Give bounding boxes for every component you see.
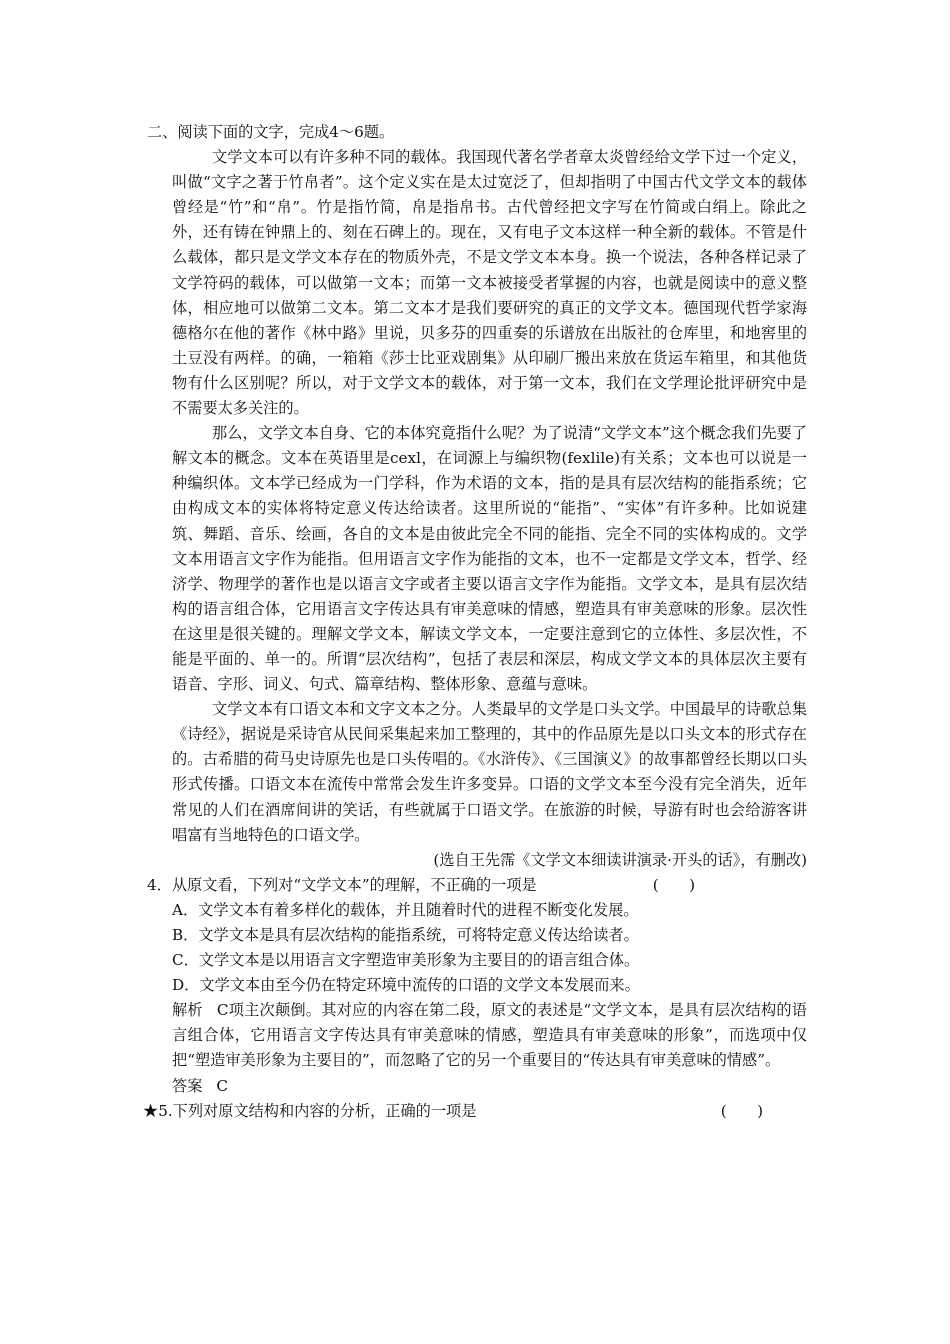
question-4-stem: 4．从原文看，下列对“文学文本”的理解，不正确的一项是 bbox=[147, 875, 537, 894]
passage-source: (选自王先霈《文学文本细读讲演录·开头的话》，有删改) bbox=[433, 850, 807, 869]
question-4-option-d: D．文学文本由至今仍在特定环境中流传的口语的文学文本发展而来。 bbox=[172, 976, 640, 995]
question-5-answer-blank: ( ) bbox=[720, 1101, 763, 1120]
question-4-analysis bbox=[147, 998, 807, 1073]
reading-passage bbox=[147, 145, 807, 873]
question-4-option-a: A．文学文本有着多样化的载体，并且随着时代的进程不断变化发展。 bbox=[172, 900, 639, 919]
section-heading: 二、阅读下面的文字，完成4～6题。 bbox=[147, 123, 395, 141]
question-4-answer bbox=[147, 1074, 807, 1099]
question-4-option-c: C．文学文本是以用语言文字塑造审美形象为主要目的的语言组合体。 bbox=[172, 951, 640, 970]
question-5-stem-line bbox=[143, 1099, 807, 1124]
analysis-label: 解析 bbox=[172, 1001, 203, 1020]
question-5-stem: ★5.下列对原文结构和内容的分析，正确的一项是 bbox=[143, 1101, 477, 1120]
question-4-answer-blank: ( ) bbox=[652, 875, 695, 894]
passage-paragraph-2: 那么，文学文本自身、它的本体究竟指什么呢？为了说清“文学文本”这个概念我们先要了解文本的概念。文本在英语里是cexl，在词源上与编织物(fexlile)有关系；文本也可以说是一种编织体。文本学已经成为一门学科，作为术语的文本，指的是具有层次结构的能指系统；它由构成文本的实体将特定意义传达给读者。这里所说的“能指”、“实体”有许多种。比如说建筑、舞蹈、音乐、绘画，各自的文本是由彼此完全不同的能指、完全不同的实体构成的。文学文本用语言文字作为能指。但用语言文字作为能指的文本，也不一定都是文学文本，哲学、经济学、物理学的著作也是以语言文字或者主要以语言文字作为能指。文学文本，是具有层次结构的语言组合体，它用语言文字传达具有审美意味的情感，塑造具有审美意味的形象。层次性在这里是很关键的。理解文学文本，解读文学文本，一定要注意到它的立体性、多层次性，不能是平面的、单一的。所谓“层次结构”，包括了表层和深层，构成文学文本的具体层次主要有语音、字形、词义、句式、篇章结构、整体形象、意蕴与意味。 bbox=[172, 424, 807, 694]
document-page bbox=[143, 120, 807, 1124]
question-4-option-b: B．文学文本是具有层次结构的能指系统，可将特定意义传达给读者。 bbox=[172, 926, 639, 944]
passage-paragraph-3: 文学文本有口语文本和文字文本之分。人类最早的文学是口头文学。中国最早的诗歌总集《诗经》，据说是采诗官从民间采集起来加工整理的，其中的作品原先是以口头文本的形式存在的。古希腊的荷马史诗原先也是口头传唱的。《水浒传》、《三国演义》的故事都曾经长期以口头形式传播。口语文本在流传中常常会发生许多变异。口语的文学文本至今没有完全消失，近年常见的人们在酒席间讲的笑话，有些就属于口语文学。在旅游的时候，导游有时也会给游客讲唱富有当地特色的口语文学。 bbox=[172, 700, 807, 844]
question-5 bbox=[143, 1099, 807, 1124]
answer-label: 答案 bbox=[172, 1076, 203, 1095]
question-4 bbox=[147, 873, 807, 1099]
answer-value: C bbox=[216, 1076, 228, 1095]
passage-paragraph-1: 文学文本可以有许多种不同的载体。我国现代著名学者章太炎曾经给文学下过一个定义，叫做“文字之著于竹帛者”。这个定义实在是太过宽泛了，但却指明了中国古代文学文本的载体曾经是“竹”和“帛”。竹是指竹简，帛是指帛书。古代曾经把文字写在竹简或白绢上。除此之外，还有铸在钟鼎上的、刻在石碑上的。现在，又有电子文本这样一种全新的载体。不管是什么载体，都只是文学文本存在的物质外壳，不是文学文本本身。换一个说法，各种各样记录了文学符码的载体，可以做第一文本；而第一文本被接受者掌握的内容，也就是阅读中的意义整体，相应地可以做第二文本。第二文本才是我们要研究的真正的文学文本。德国现代哲学家海德格尔在他的著作《林中路》里说，贝多芬的四重奏的乐谱放在出版社的仓库里，和地窖里的土豆没有两样。的确，一箱箱《莎士比亚戏剧集》从印刷厂搬出来放在货运车箱里，和其他货物有什么区别呢？所以，对于文学文本的载体，对于第一文本，我们在文学理论批评研究中是不需要太多关注的。 bbox=[172, 148, 807, 418]
analysis-text: C项主次颠倒。其对应的内容在第二段，原文的表述是“文学文本，是具有层次结构的语言组合体，它用语言文字传达具有审美意味的情感，塑造具有审美意味的形象”，而选项中仅把“塑造审美形象为主要目的”，而忽略了它的另一个重要目的“传达具有审美意味的情感”。 bbox=[172, 1001, 807, 1070]
question-4-stem-line bbox=[147, 873, 807, 898]
